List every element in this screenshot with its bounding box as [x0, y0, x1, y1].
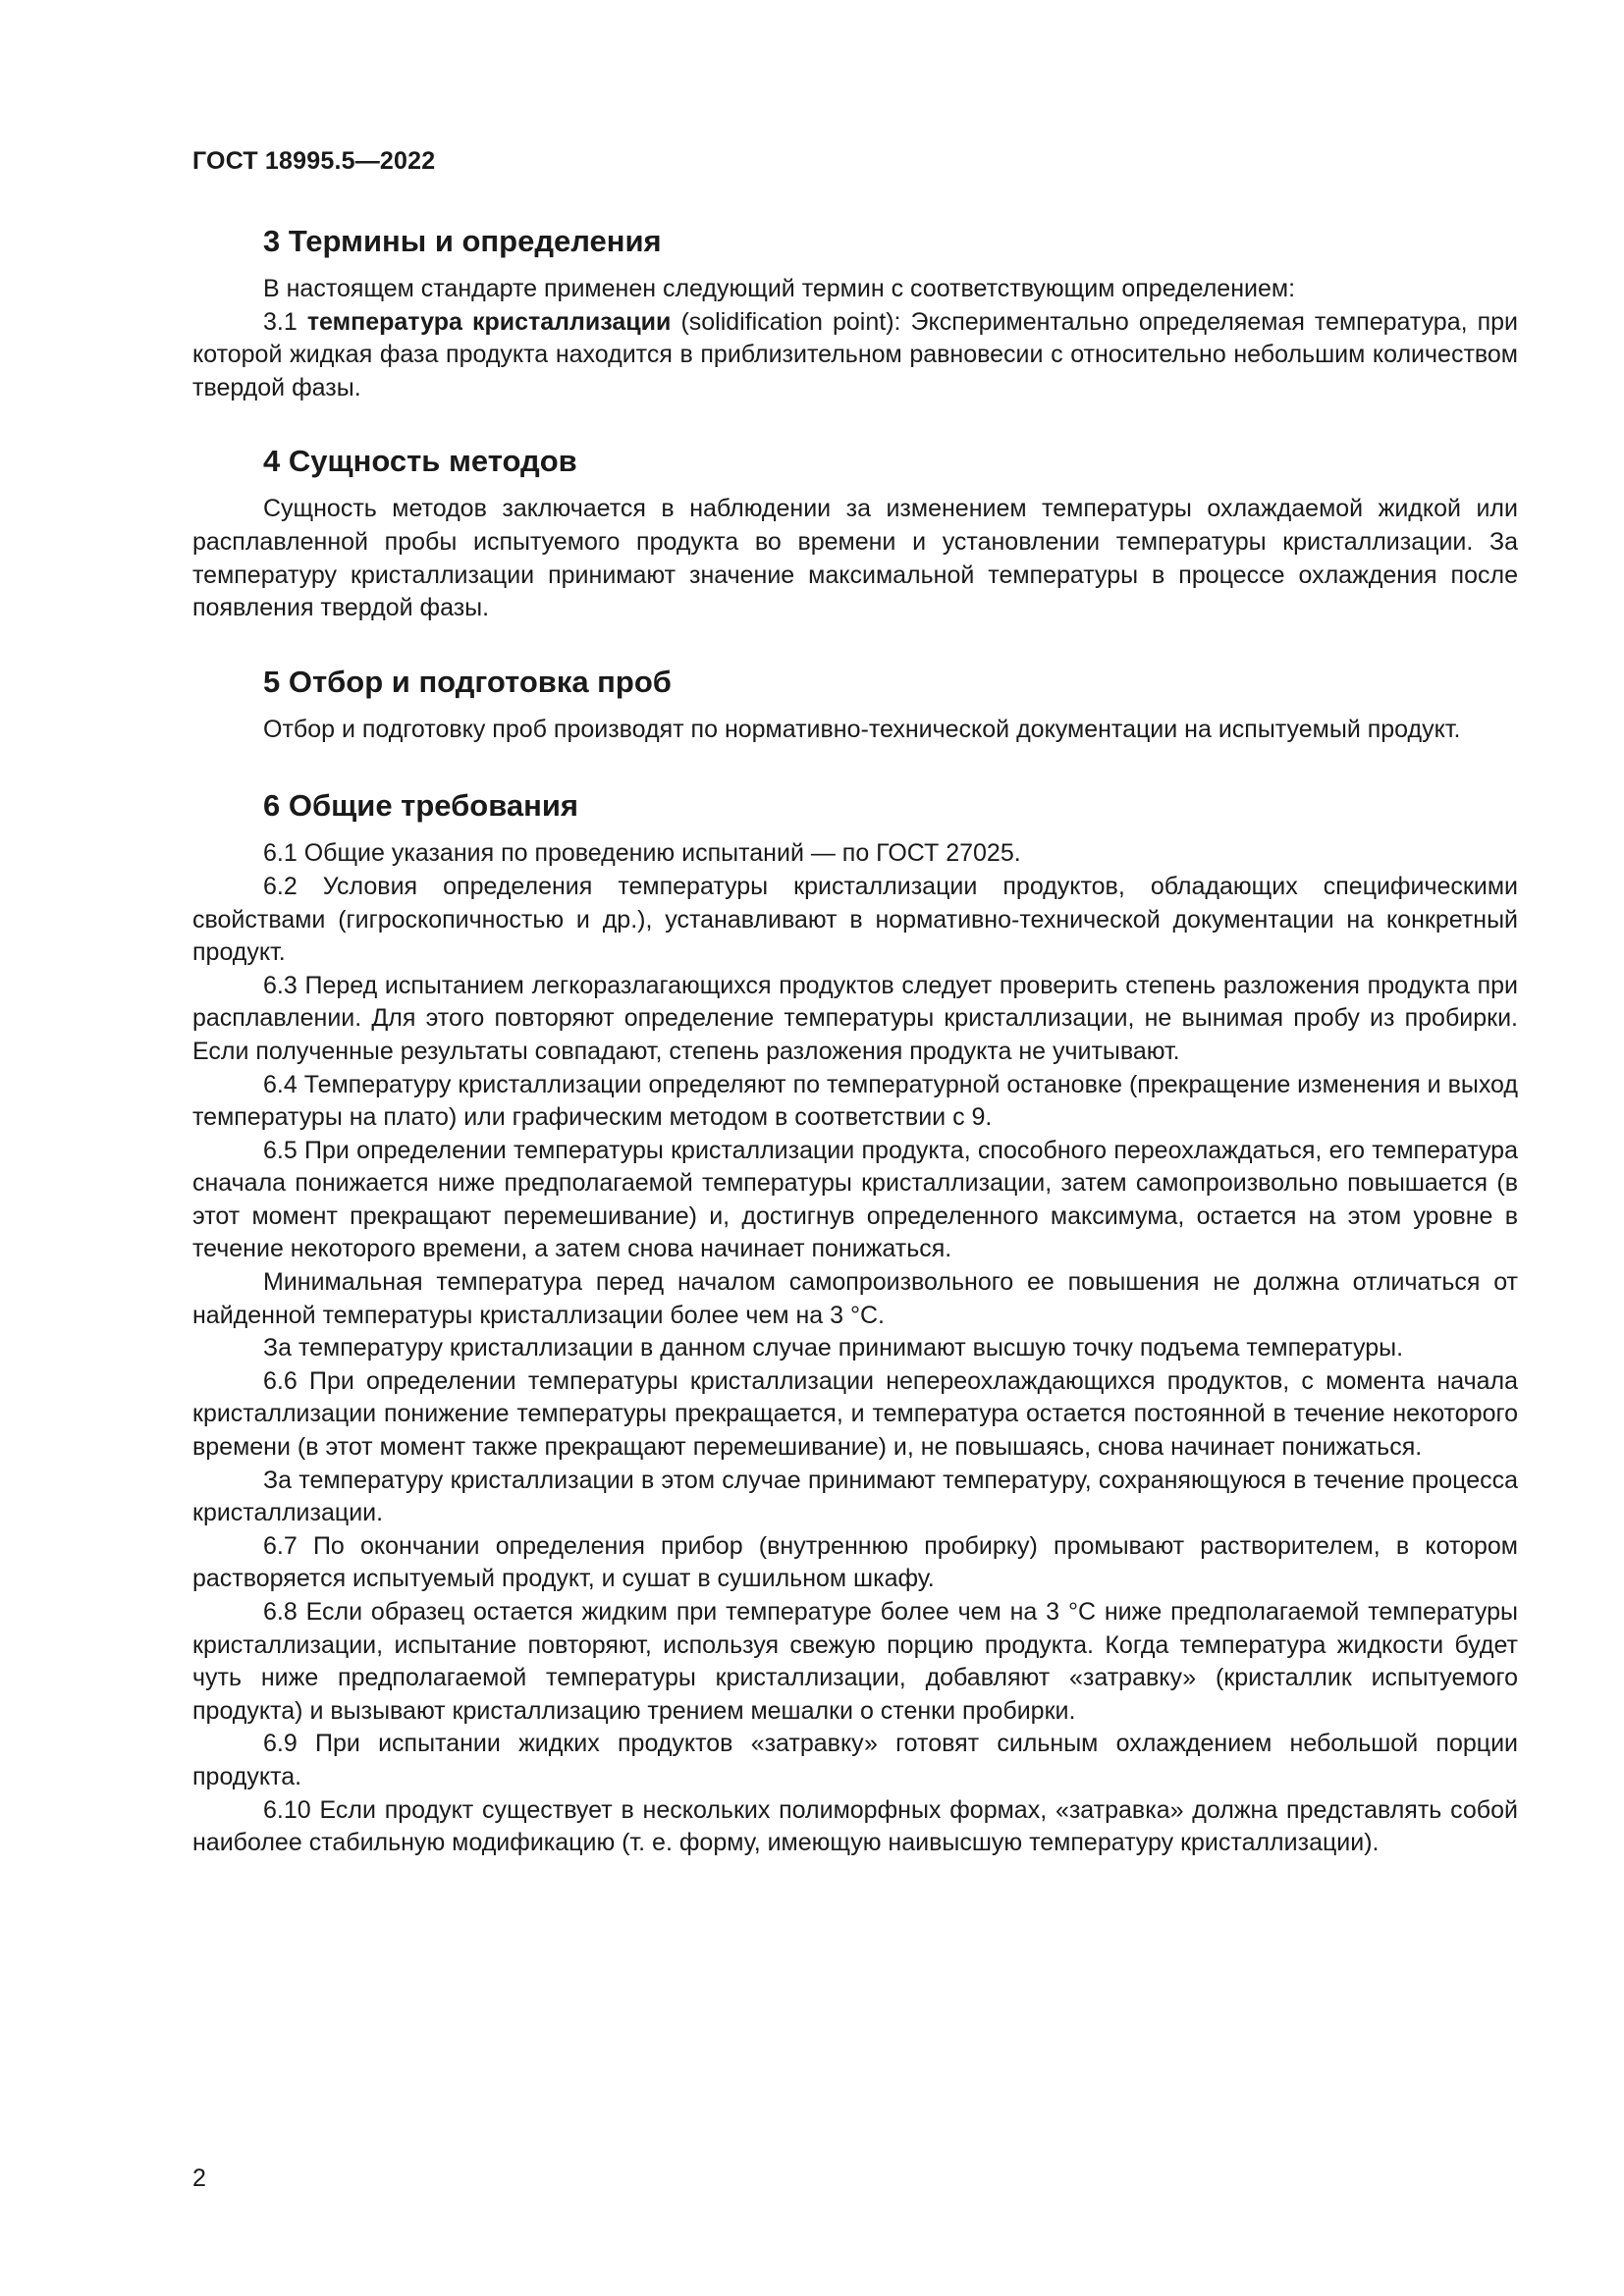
page-number: 2	[192, 2164, 206, 2192]
clause-6-2: 6.2 Условия определения температуры кристаллизации продуктов, обладающих специфическими свойствами (гигроскопичностью и др.), устанавливают в нормативно-технической документации на конкретный продукт.	[192, 872, 1518, 967]
section-3-intro: В настоящем стандарте применен следующий термин с соответствующим определением:	[263, 275, 1296, 302]
term-number: 3.1	[263, 307, 298, 336]
clause-6-8: 6.8 Если образец остается жидким при температуре более чем на 3 °С ниже предполагаемой температуры кристаллизации, испытание повторяют, используя свежую порцию продукта. Когда температура жидкости будет чуть ниже предполагаемой температуры кристаллизации, добавляют «затравку» (кристаллик испытуемого продукта) и вызывают кристаллизацию трением мешалки о стенки пробирки.	[192, 1598, 1518, 1725]
term-3-1	[192, 306, 1518, 405]
document-body	[192, 222, 1518, 1860]
document-id: ГОСТ 18995.5—2022	[192, 147, 436, 175]
clause-6-6-result: За температуру кристаллизации в этом случае принимают температуру, сохраняющуюся в течение процесса кристаллизации.	[192, 1466, 1518, 1527]
clause-6-5-min-temp: Минимальная температура перед началом самопроизвольного ее повышения не должна отличаться от найденной температуры кристаллизации более чем на 3 °С.	[192, 1268, 1518, 1329]
clause-6-5: 6.5 При определении температуры кристаллизации продукта, способного переохлаждаться, его температура сначала понижается ниже предполагаемой температуры кристаллизации, затем самопроизвольно повышается (в этот момент прекращают перемешивание) и, достигнув определенного максимума, остается на этом уровне в течение некоторого времени, а затем снова начинает понижаться.	[192, 1136, 1518, 1263]
clause-6-7: 6.7 По окончании определения прибор (внутреннюю пробирку) промывают растворителем, в котором растворяется испытуемый продукт, и сушат в сушильном шкафу.	[192, 1531, 1518, 1593]
section-4-paragraph: Сущность методов заключается в наблюдении за изменением температуры охлаждаемой жидкой или расплавленной пробы испытуемого продукта во времени и установлении температуры кристаллизации. За температуру кристаллизации принимают значение максимальной температуры в процессе охлаждения после появления твердой фазы.	[192, 495, 1518, 622]
clause-6-3: 6.3 Перед испытанием легкоразлагающихся продуктов следует проверить степень разложения продукта при расплавлении. Для этого повторяют определение температуры кристаллизации, не вынимая пробу из пробирки. Если полученные результаты совпадают, степень разложения продукта не учитывают.	[192, 971, 1518, 1065]
section-6-title: 6 Общие требования	[263, 788, 578, 824]
clause-6-6: 6.6 При определении температуры кристаллизации непереохлаждающихся продуктов, с момента начала кристаллизации понижение температуры прекращается, и температура остается постоянной в течение некоторого времени (в этот момент также прекращают перемешивание) и, не повышаясь, снова начинает понижаться.	[192, 1366, 1518, 1462]
section-5-title: 5 Отбор и подготовка проб	[263, 664, 672, 699]
clause-6-1: 6.1 Общие указания по проведению испытаний — по ГОСТ 27025.	[263, 839, 1021, 868]
section-4-title: 4 Сущность методов	[263, 444, 577, 479]
section-3-title: 3 Термины и определения	[263, 224, 662, 258]
clause-6-4: 6.4 Температуру кристаллизации определяют по температурной остановке (прекращение изменения и выход температуры на плато) или графическим методом в соответствии с 9.	[192, 1070, 1518, 1132]
term-definition: (solidification point): Экспериментально определяемая температура, при которой жидкая фаза продукта находится в приблизительном равновесии с относительно небольшим количеством твердой фазы.	[192, 307, 1518, 401]
clause-6-10: 6.10 Если продукт существует в нескольких полиморфных формах, «затравка» должна представлять собой наиболее стабильную модификацию (т. е. форму, имеющую наивысшую температуру кристаллизации).	[192, 1795, 1518, 1857]
term-name: температура кристаллизации	[306, 307, 672, 336]
clause-6-5-result: За температуру кристаллизации в данном случае принимают высшую точку подъема температуры.	[263, 1334, 1404, 1362]
clause-6-9: 6.9 При испытании жидких продуктов «затравку» готовят сильным охлаждением небольшой порции продукта.	[192, 1730, 1518, 1790]
section-5-paragraph: Отбор и подготовку проб производят по нормативно-технической документации на испытуемый продукт.	[263, 715, 1461, 743]
